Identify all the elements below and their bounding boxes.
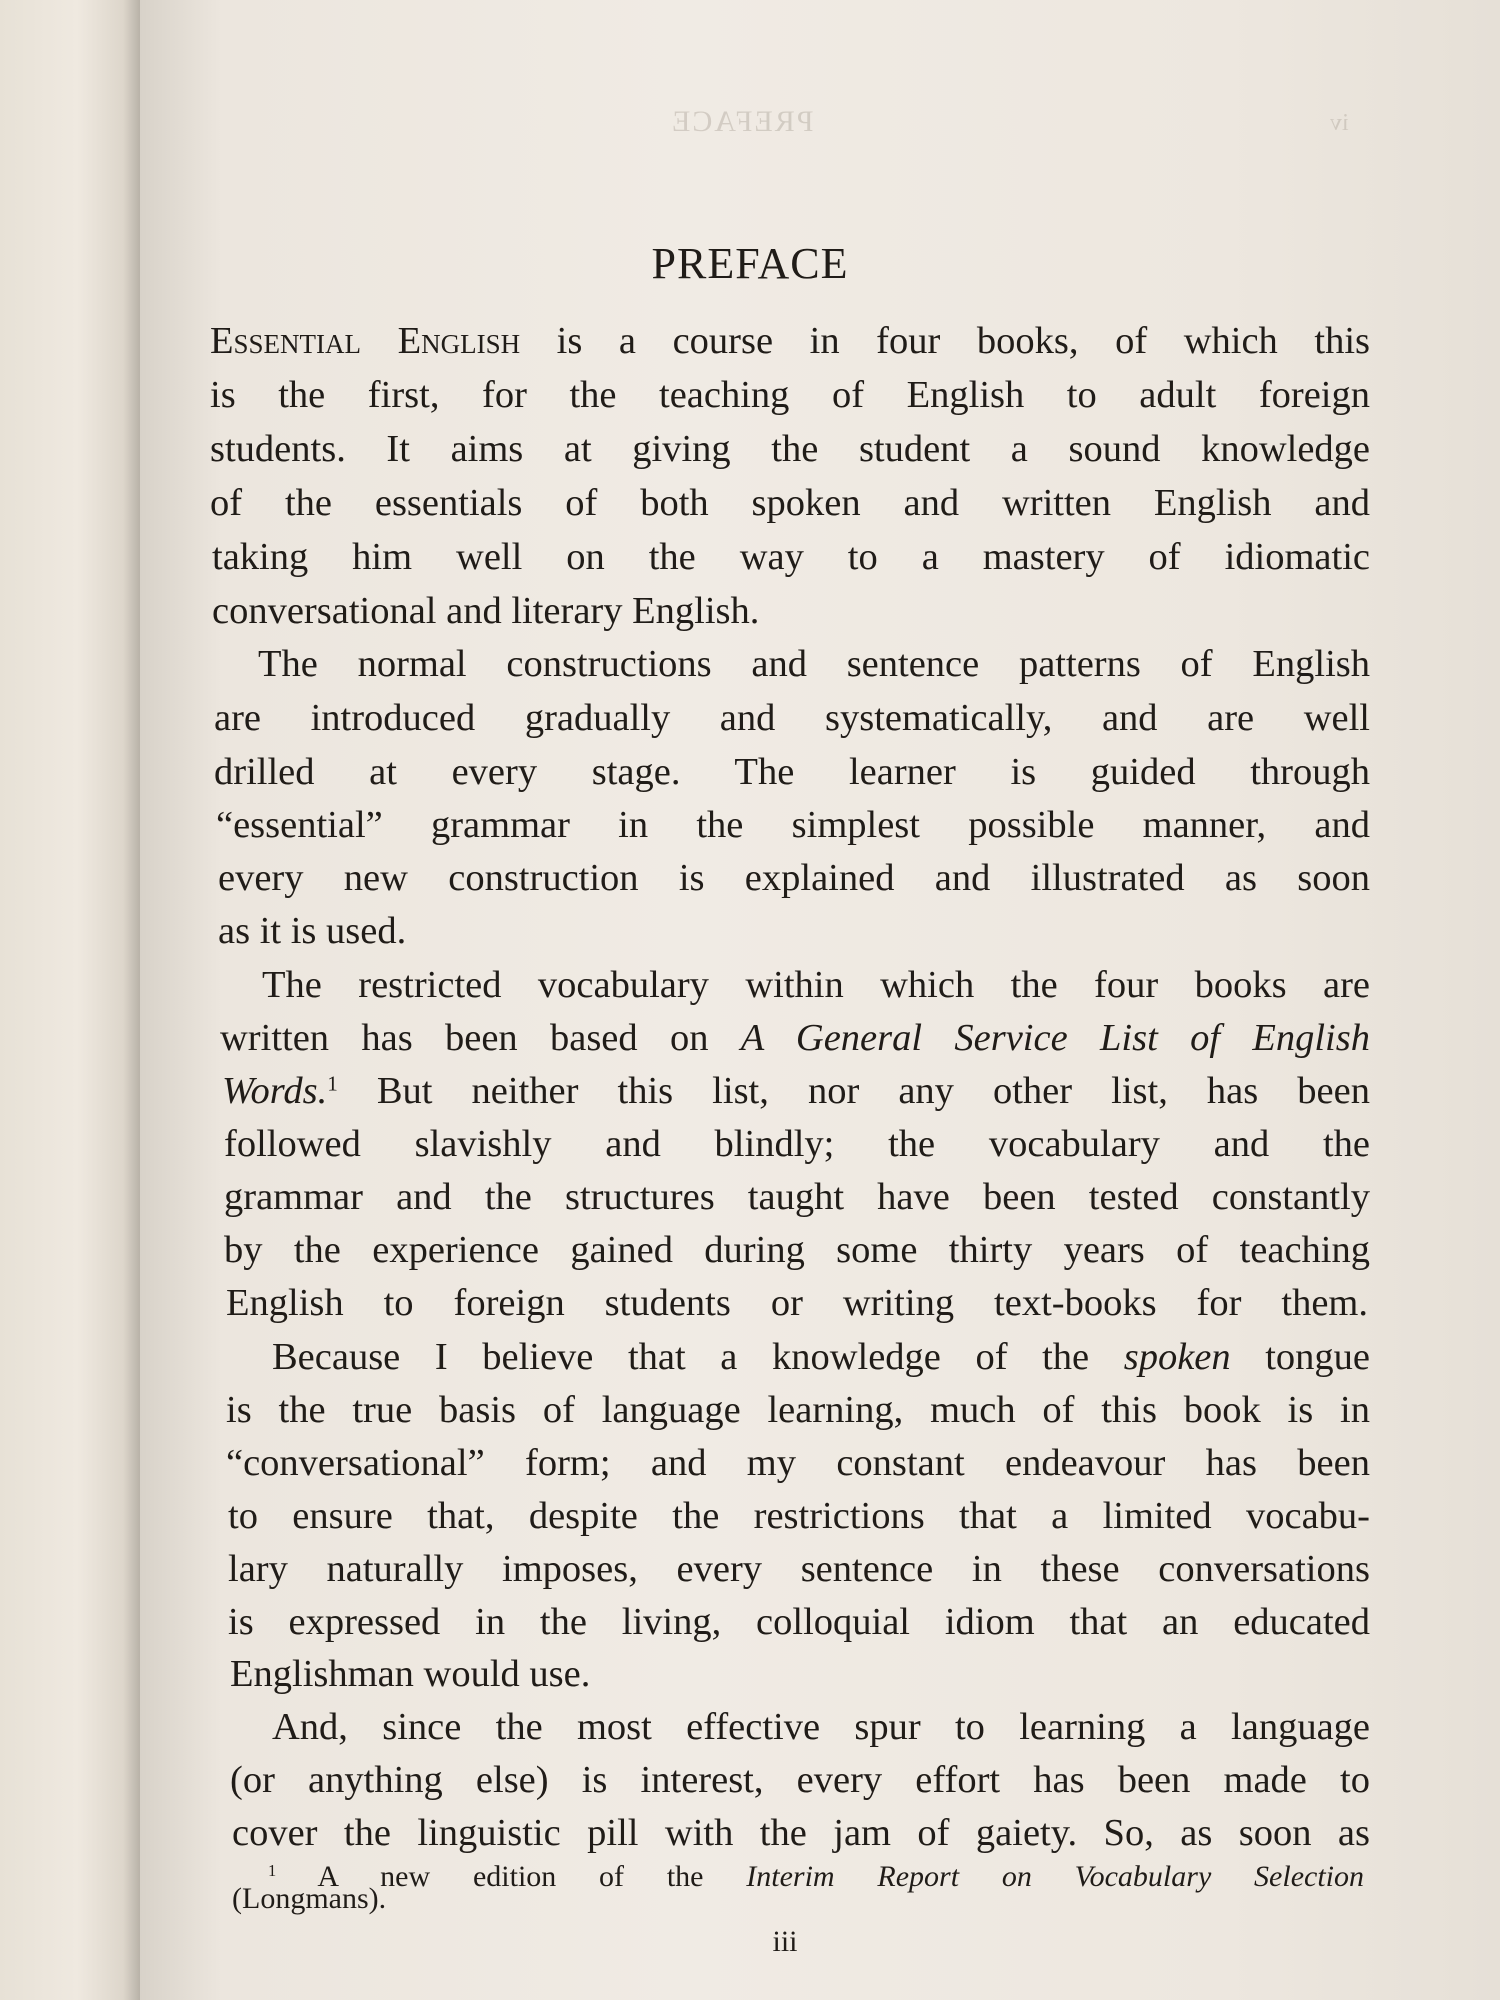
text-run: But neither this list, nor any other list, has been <box>337 1070 1370 1112</box>
paragraph-1-line-6: conversational and literary English. <box>212 590 760 632</box>
paragraph-1-line-2: is the first, for the teaching of English to adult foreign <box>210 374 1370 416</box>
paragraph-1-line-5: taking him well on the way to a mastery of idiomatic <box>212 536 1370 578</box>
page-number: iii <box>772 1925 798 1958</box>
paragraph-1-line-3: students. It aims at giving the student a sound knowledge <box>210 428 1370 470</box>
text-run: tongue <box>1230 1336 1371 1378</box>
footnote-cited-title: Interim Report on Vocabulary Selection <box>746 1860 1364 1893</box>
paragraph-3-line-7: English to foreign students or writing text-books for them. <box>226 1282 1368 1324</box>
paragraph-5-line-2: (or anything else) is interest, every effort has been made to <box>230 1759 1370 1801</box>
text-run: Because I believe that a knowledge of the <box>272 1336 1124 1378</box>
show-through-folio: iv <box>1330 110 1349 136</box>
cited-title: A General Service List of English <box>740 1017 1370 1059</box>
book-binding-gutter <box>0 0 140 2000</box>
paragraph-2-line-3: drilled at every stage. The learner is guided through <box>214 751 1370 793</box>
footnote-line-2: (Longmans). <box>232 1882 387 1915</box>
paragraph-4-line-4: to ensure that, despite the restrictions that a limited vocabu- <box>228 1495 1370 1537</box>
paragraph-4-line-6: is expressed in the living, colloquial idiom that an educated <box>228 1601 1370 1643</box>
paragraph-1-line-1 <box>210 322 1370 361</box>
footnote-reference: 1 <box>327 1071 338 1096</box>
text-run: is a course in four books, of which this <box>520 320 1370 362</box>
paragraph-3-line-4: followed slavishly and blindly; the vocabulary and the <box>224 1123 1370 1165</box>
paragraph-5-line-3: cover the linguistic pill with the jam of gaiety. So, as soon as <box>232 1812 1370 1854</box>
paragraph-4-line-5: lary naturally imposes, every sentence in these conversations <box>228 1548 1370 1590</box>
paragraph-3-line-2 <box>220 1019 1370 1058</box>
paragraph-3-line-1: The restricted vocabulary within which the four books are <box>262 964 1370 1006</box>
paragraph-3-line-6: by the experience gained during some thirty years of teaching <box>224 1229 1370 1271</box>
paragraph-4-line-1 <box>272 1338 1370 1377</box>
emphasis: spoken <box>1123 1336 1231 1378</box>
paragraph-1-line-4: of the essentials of both spoken and written English and <box>210 482 1370 524</box>
paragraph-2-line-1: The normal constructions and sentence patterns of English <box>258 643 1370 685</box>
paragraph-2-line-2: are introduced gradually and systematically, and are well <box>214 697 1370 739</box>
text-run: written has been based on <box>220 1017 741 1059</box>
text-run: A new edition of the <box>276 1860 747 1893</box>
paragraph-4-line-7: Englishman would use. <box>230 1653 591 1695</box>
paragraph-4-line-3: “conversational” form; and my constant endeavour has been <box>226 1442 1370 1484</box>
paragraph-2-line-4: “essential” grammar in the simplest possible manner, and <box>216 804 1370 846</box>
book-title-smallcaps: Essential English <box>210 320 521 362</box>
page-title: PREFACE <box>651 239 849 288</box>
paragraph-2-line-6: as it is used. <box>218 910 407 952</box>
paragraph-2-line-5: every new construction is explained and illustrated as soon <box>218 857 1370 899</box>
cited-title-end: Words. <box>222 1070 328 1112</box>
show-through-header: PREFACE <box>670 105 814 138</box>
paragraph-4-line-2: is the true basis of language learning, much of this book is in <box>226 1389 1370 1431</box>
paragraph-3-line-5: grammar and the structures taught have been tested constantly <box>224 1176 1370 1218</box>
paragraph-5-line-1: And, since the most effective spur to learning a language <box>272 1706 1370 1748</box>
paragraph-3-line-3 <box>222 1072 1370 1111</box>
footnote-marker: 1 <box>268 1861 277 1881</box>
